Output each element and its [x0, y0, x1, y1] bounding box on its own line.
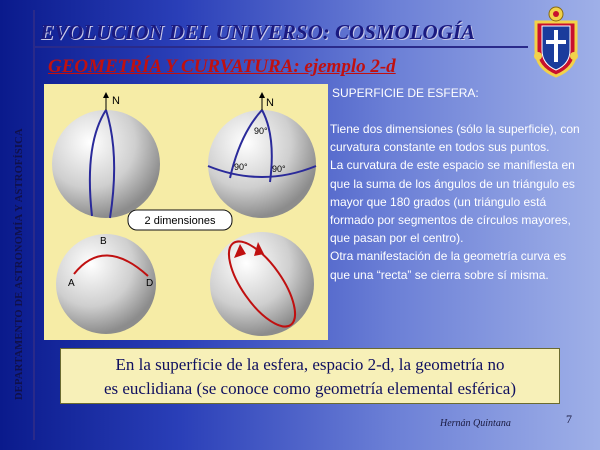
north-label: N — [112, 95, 120, 107]
description-text — [330, 120, 582, 284]
header-rule — [33, 46, 528, 48]
sphere-geometry-figure — [44, 84, 328, 340]
sphere-figure-svg — [44, 84, 328, 340]
dimension-label-box — [128, 210, 232, 230]
north-label: N — [266, 97, 274, 109]
sphere-meridians — [52, 92, 160, 218]
point-d-label: D — [146, 278, 154, 289]
page-number: 7 — [566, 412, 572, 426]
sphere-heading: SUPERFICIE DE ESFERA: — [332, 86, 479, 100]
slide-subtitle: GEOMETRÍA Y CURVATURA: ejemplo 2-d — [48, 56, 396, 77]
author-name: Hernán Quintana — [440, 418, 511, 429]
university-crest-icon — [528, 4, 584, 78]
conclusion-box — [60, 348, 560, 404]
point-a-label: A — [68, 278, 75, 289]
conclusion-line: En la superficie de la esfera, espacio 2-d, la geometría no — [115, 355, 505, 374]
sphere-great-circle — [210, 232, 314, 337]
angle-label-top: 90° — [254, 126, 268, 136]
sphere-arc — [56, 234, 156, 334]
slide-title: EVOLUCION DEL UNIVERSO: COSMOLOGÍA — [40, 20, 476, 44]
north-arrow-icon — [103, 92, 109, 98]
sphere-4 — [210, 232, 314, 336]
dimension-label: 2 dimensiones — [144, 215, 216, 227]
description-paragraph: Otra manifestación de la geometría curva es que una “recta” se cierra sobre sí misma. — [330, 249, 567, 282]
angle-label-left: 90° — [234, 162, 248, 172]
sphere-1 — [52, 110, 160, 218]
conclusion-line: es euclidiana (se conoce como geometría elemental esférica) — [103, 379, 517, 398]
angle-label-right: 90° — [272, 164, 286, 174]
description-paragraph: Tiene dos dimensiones (sólo la superficie), con curvatura constante en todos sus puntos. — [330, 122, 580, 155]
department-label: DEPARTAMENTO DE ASTRONOMÍA Y ASTROFÍSICA — [14, 128, 25, 400]
description-paragraph: La curvatura de este espacio se manifiesta en que la suma de los ángulos de un triángulo es mayor que 180 grados (un triángulo está formado por segmentos de círculos mayores, que pasan por el centro). — [330, 158, 575, 246]
north-arrow-icon — [259, 92, 265, 98]
sphere-triangle — [208, 92, 316, 218]
point-b-label: B — [100, 236, 107, 247]
